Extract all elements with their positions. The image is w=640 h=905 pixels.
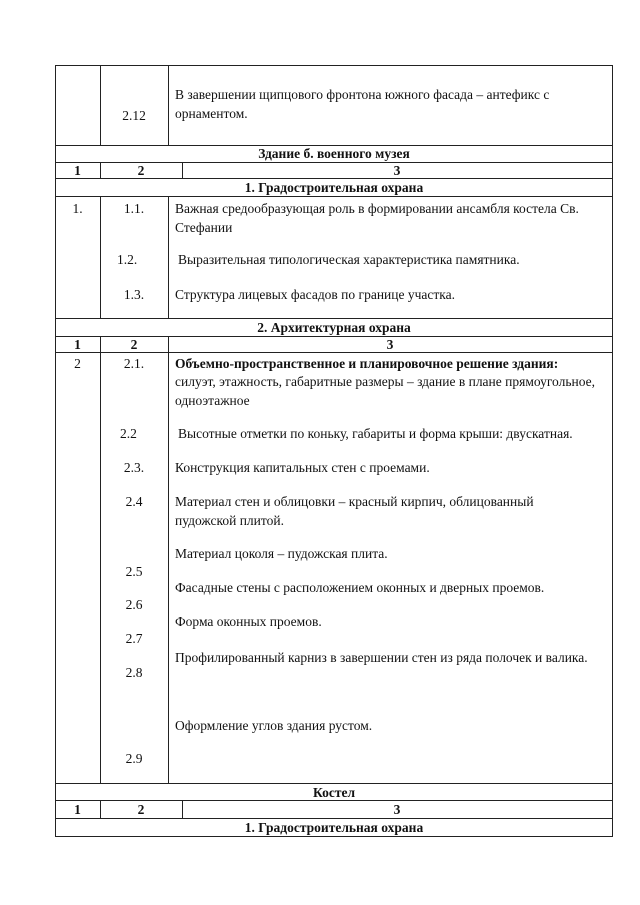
- row-text: Форма оконных проемов.: [175, 614, 322, 629]
- row-text: В завершении щипцового фронтона южного фасада – антефикс с орнаментом.: [175, 87, 550, 121]
- row-text: Структура лицевых фасадов по границе участка.: [175, 287, 455, 302]
- column-header: 2: [137, 163, 145, 178]
- table-border: [55, 65, 613, 66]
- row-number: 2.7: [125, 631, 143, 646]
- column-header: 1: [74, 802, 81, 817]
- row-text: Профилированный карниз в завершении стен из ряда полочек и валика.: [175, 650, 588, 665]
- row-text: Материал цоколя – пудожская плита.: [175, 546, 388, 561]
- row-text: Материал стен и облицовки – красный кирпич, облицованный пудожской плитой.: [175, 494, 534, 528]
- row-number: 1.3.: [123, 287, 145, 302]
- row-text: Конструкция капитальных стен с проемами.: [175, 460, 430, 475]
- row-number: 2.2: [120, 426, 137, 441]
- table-border: [168, 352, 169, 784]
- row-number: 1.1.: [123, 201, 145, 216]
- table-border: [168, 196, 169, 319]
- row-number: 2.6: [125, 597, 143, 612]
- section-title: 2. Архитектурная охрана: [257, 320, 411, 335]
- row-number: 2.9: [125, 751, 143, 766]
- column-header: 2: [137, 802, 145, 817]
- row-text: Высотные отметки по коньку, габариты и форма крыши: двускатная.: [178, 426, 573, 441]
- row-text: силуэт, этажность, габаритные размеры – здание в плане прямоугольное, одноэтажное: [175, 374, 596, 408]
- column-header: 3: [393, 802, 401, 817]
- building-title: Здание б. военного музея: [258, 146, 410, 161]
- group-number: 1.: [72, 201, 83, 216]
- section-title: 1. Градостроительная охрана: [244, 820, 424, 835]
- column-header: 1: [74, 337, 81, 352]
- table-border: [168, 65, 169, 146]
- row-number: 2.12: [122, 108, 146, 123]
- column-header: 3: [386, 337, 394, 352]
- group-number: 2: [74, 356, 81, 371]
- row-text: Фасадные стены с расположением оконных и дверных проемов.: [175, 580, 545, 595]
- row-number: 2.1.: [123, 356, 145, 371]
- row-number: 1.2.: [117, 252, 138, 267]
- column-header: 2: [130, 337, 138, 352]
- section-title: 1. Градостроительная охрана: [244, 180, 424, 195]
- building-title: Костел: [312, 785, 356, 800]
- row-number: 2.3.: [123, 460, 145, 475]
- column-header: 1: [74, 163, 81, 178]
- column-header: 3: [393, 163, 401, 178]
- row-heading: Объемно-пространственное и планировочное решение здания:: [175, 356, 559, 371]
- row-number: 2.8: [125, 665, 143, 680]
- row-text: Важная средообразующая роль в формировании ансамбля костела Св. Стефании: [175, 201, 579, 235]
- row-number: 2.4: [125, 494, 143, 509]
- row-number: 2.5: [125, 564, 143, 579]
- row-text: Оформление углов здания рустом.: [175, 718, 373, 733]
- row-text: Выразительная типологическая характеристика памятника.: [178, 252, 520, 267]
